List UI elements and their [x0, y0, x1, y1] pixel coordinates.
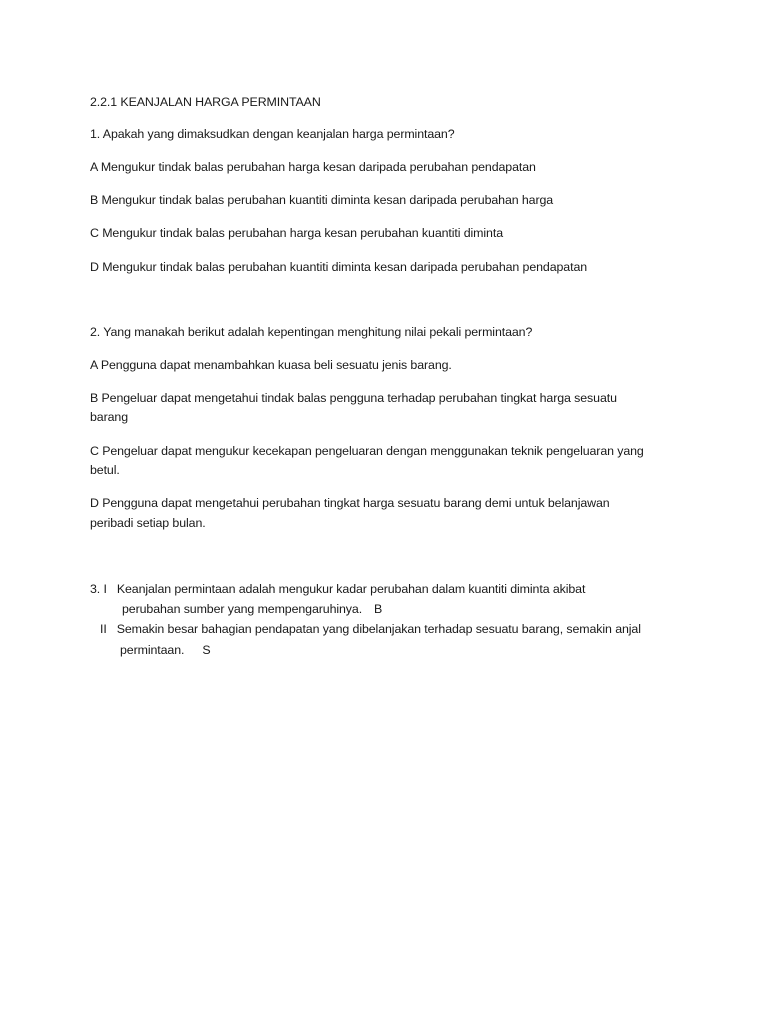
question-1: 1. Apakah yang dimaksudkan dengan keanjalan harga permintaan?	[90, 127, 455, 141]
q3-statement-ii-text: Semakin besar bahagian pendapatan yang dibelanjakan terhadap sesuatu barang, semakin anjal	[116, 622, 641, 636]
q3-statement-ii-line2	[120, 642, 211, 658]
q3-statement-ii-answer: S	[202, 643, 211, 657]
q3-statement-ii-label: II	[100, 622, 107, 636]
q1-option-a: A Mengukur tindak balas perubahan harga kesan daripada perubahan pendapatan	[90, 160, 536, 174]
q3-statement-i-line1	[90, 581, 585, 597]
q2-option-c-line2: betul.	[90, 463, 120, 477]
q2-option-a: A Pengguna dapat menambahkan kuasa beli sesuatu jenis barang.	[90, 358, 452, 372]
q2-option-c-line1: C Pengeluar dapat mengukur kecekapan pengeluaran dengan menggunakan teknik pengeluaran yang	[90, 444, 644, 458]
q3-number: 3. I	[90, 582, 107, 596]
q2-option-d-line1: D Pengguna dapat mengetahui perubahan tingkat harga sesuatu barang demi untuk belanjawan	[90, 496, 610, 510]
question-2: 2. Yang manakah berikut adalah kepentingan menghitung nilai pekali permintaan?	[90, 325, 533, 339]
q2-option-d-line2: peribadi setiap bulan.	[90, 516, 206, 530]
q3-statement-i-text: Keanjalan permintaan adalah mengukur kadar perubahan dalam kuantiti diminta akibat	[116, 582, 586, 596]
q2-option-b-line1: B Pengeluar dapat mengetahui tindak balas pengguna terhadap perubahan tingkat harga sesuatu	[90, 391, 617, 405]
q3-statement-ii-line1	[100, 621, 641, 637]
q1-option-c: C Mengukur tindak balas perubahan harga kesan perubahan kuantiti diminta	[90, 226, 503, 240]
q3-statement-ii-text2: permintaan.	[120, 643, 185, 657]
q2-option-b-line2: barang	[90, 410, 128, 424]
q3-statement-i-line2	[122, 601, 382, 617]
q1-option-d: D Mengukur tindak balas perubahan kuantiti diminta kesan daripada perubahan pendapatan	[90, 260, 588, 274]
q3-statement-i-text2: perubahan sumber yang mempengaruhinya.	[122, 602, 363, 616]
section-heading: 2.2.1 KEANJALAN HARGA PERMINTAAN	[90, 95, 321, 109]
q1-option-b: B Mengukur tindak balas perubahan kuantiti diminta kesan daripada perubahan harga	[90, 193, 554, 207]
q3-statement-i-answer: B	[374, 602, 383, 616]
